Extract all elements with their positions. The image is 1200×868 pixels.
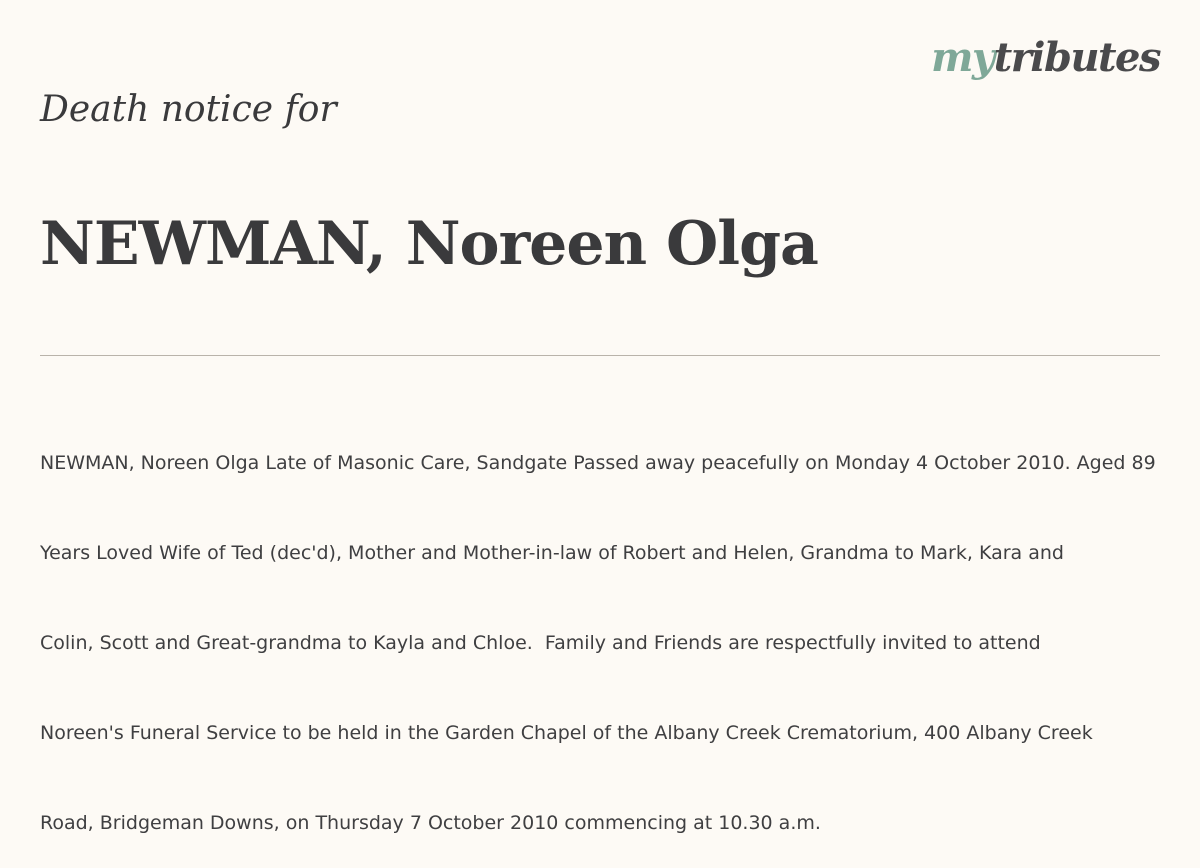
notice-line: NEWMAN, Noreen Olga Late of Masonic Care, Sandgate Passed away peacefully on Monday 4 October 2010. Aged 89 xyxy=(40,452,1156,474)
death-notice-kicker: Death notice for xyxy=(40,89,337,130)
notice-line: Colin, Scott and Great-grandma to Kayla and Chloe. Family and Friends are respectfully invited to attend xyxy=(40,632,1041,654)
notice-line: Years Loved Wife of Ted (dec'd), Mother and Mother-in-law of Robert and Helen, Grandma to Mark, Kara and xyxy=(40,542,1064,564)
logo-tributes: tributes xyxy=(993,34,1160,81)
logo-my: my xyxy=(931,34,994,81)
mytributes-logo[interactable] xyxy=(931,34,1160,82)
notice-body xyxy=(40,388,1200,868)
notice-line: Noreen's Funeral Service to be held in the Garden Chapel of the Albany Creek Crematorium, 400 Albany Creek xyxy=(40,722,1093,744)
notice-line: Road, Bridgeman Downs, on Thursday 7 October 2010 commencing at 10.30 a.m. xyxy=(40,812,821,834)
deceased-name-heading: NEWMAN, Noreen Olga xyxy=(40,209,818,279)
section-divider xyxy=(40,355,1160,356)
